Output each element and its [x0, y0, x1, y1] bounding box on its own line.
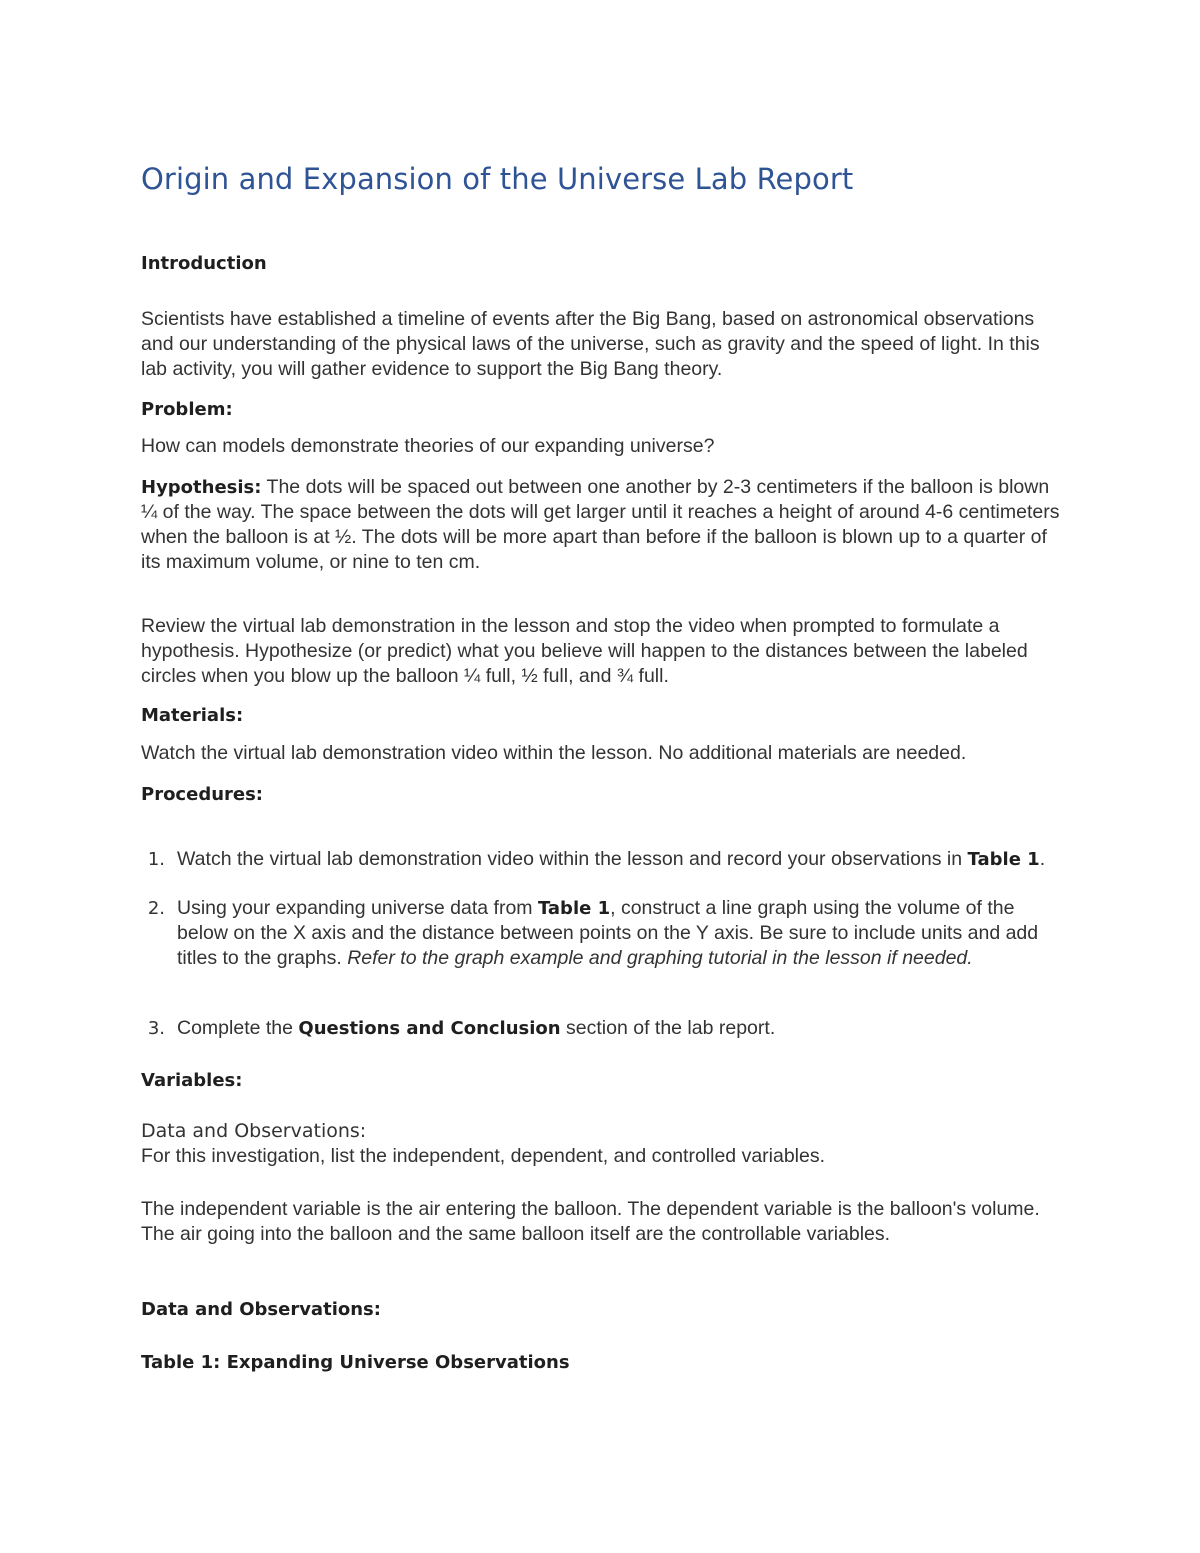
problem-text: How can models demonstrate theories of our expanding universe?	[141, 435, 715, 457]
procedures-heading: Procedures:	[141, 784, 264, 805]
procedure-step-1	[147, 847, 1066, 872]
page-title: Origin and Expansion of the Universe Lab Report	[141, 162, 854, 196]
list-number: 3.	[147, 1018, 165, 1039]
variables-prompt: For this investigation, list the independent, dependent, and controlled variables.	[141, 1145, 826, 1167]
materials-heading: Materials:	[141, 705, 244, 726]
variables-answer: The independent variable is the air entering the balloon. The dependent variable is the balloon's volume. The air going into the balloon and the same balloon itself are the controllable variables.	[141, 1198, 1040, 1245]
introduction-heading: Introduction	[141, 253, 267, 274]
procedure-bold: Table 1	[967, 849, 1040, 870]
hypothesis-paragraph	[141, 475, 1066, 575]
procedure-text: Using your expanding universe data from	[177, 897, 538, 919]
variables-heading: Variables:	[141, 1070, 243, 1091]
procedure-text: section of the lab report.	[560, 1017, 776, 1039]
list-number: 2.	[147, 898, 165, 919]
hypothesis-text: The dots will be spaced out between one another by 2-3 centimeters if the balloon is blown ¼ of the way. The space between the dots will get larger until it reaches a height of around 4-6 centimeters when the balloon is at ½. The dots will be more apart than before if the balloon is blown up to a quarter of its maximum volume, or nine to ten cm.	[141, 476, 1060, 573]
procedure-text: , construct a line graph using the volume of the below on the X axis and the distance between points on the Y axis. Be sure to include units and add titles to the graphs.	[177, 897, 1039, 969]
procedure-text: Complete the	[177, 1017, 299, 1039]
procedure-step-2	[147, 896, 1066, 971]
procedure-bold: Questions and Conclusion	[298, 1018, 561, 1039]
variables-subheading: Data and Observations:	[141, 1120, 367, 1142]
review-text: Review the virtual lab demonstration in the lesson and stop the video when prompted to formulate a hypothesis. Hypothesize (or predict) what you believe will happen to the distances between the labeled circles when you blow up the balloon ¼ full, ½ full, and ¾ full.	[141, 615, 1028, 687]
procedure-italic: Refer to the graph example and graphing tutorial in the lesson if needed.	[347, 947, 973, 969]
hypothesis-label: Hypothesis:	[141, 477, 262, 498]
table-title: Table 1: Expanding Universe Observations	[141, 1352, 570, 1373]
procedure-text: .	[1039, 848, 1046, 870]
problem-heading: Problem:	[141, 399, 233, 420]
procedure-bold: Table 1	[537, 898, 611, 919]
list-number: 1.	[147, 849, 165, 870]
procedure-step-3	[147, 1016, 1066, 1041]
materials-text: Watch the virtual lab demonstration video within the lesson. No additional materials are needed.	[141, 742, 967, 764]
procedure-text: Watch the virtual lab demonstration video within the lesson and record your observations in	[177, 848, 968, 870]
introduction-text: Scientists have established a timeline of events after the Big Bang, based on astronomical observations and our understanding of the physical laws of the universe, such as gravity and the speed of light. In this lab activity, you will gather evidence to support the Big Bang theory.	[141, 308, 1040, 380]
data-observations-heading: Data and Observations:	[141, 1299, 381, 1320]
